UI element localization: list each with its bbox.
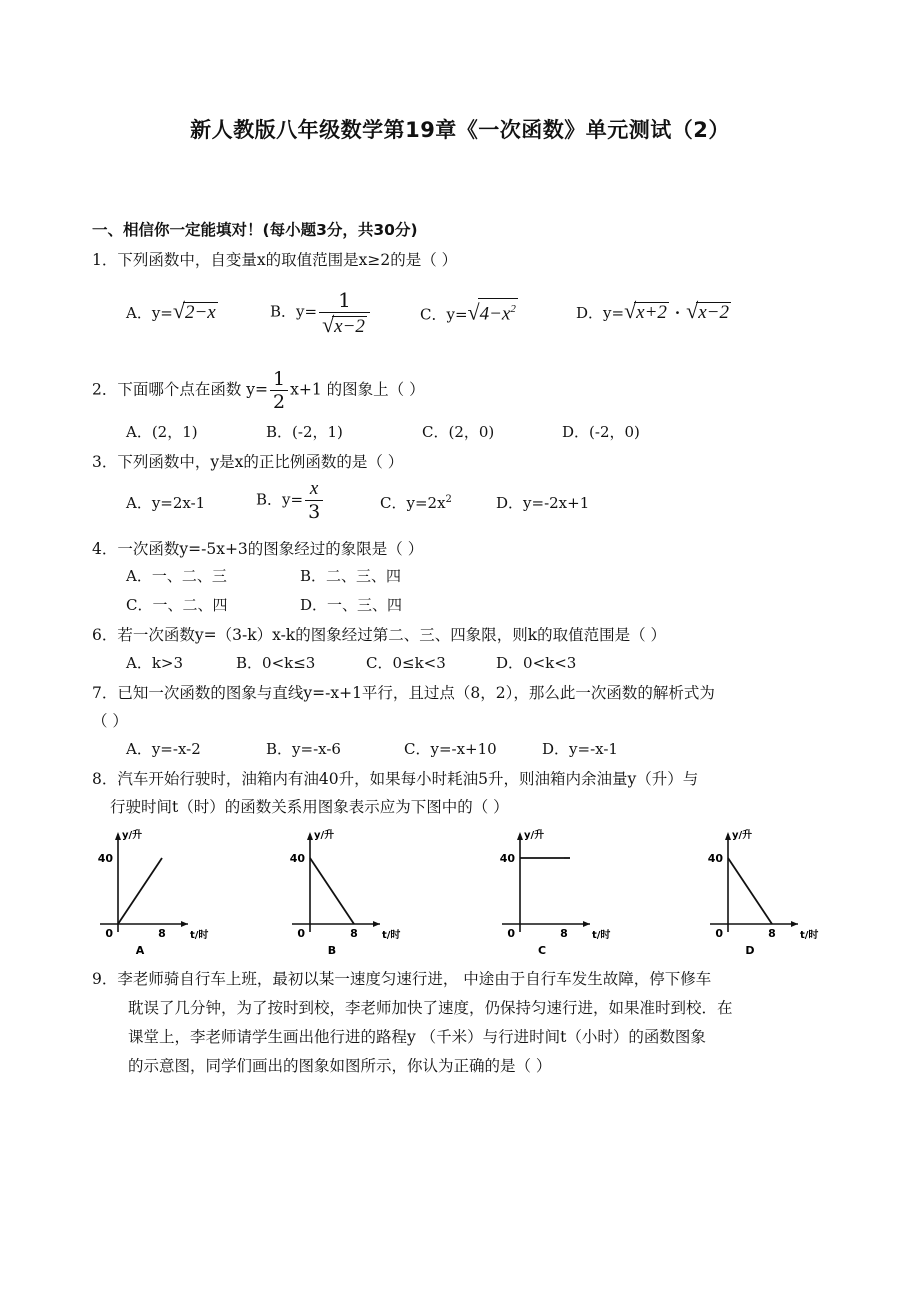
q1-d-radicand-2: x−2 [698,302,729,323]
q1-c-exponent: 2 [510,303,516,315]
q1-b-fraction [319,288,370,337]
y-axis-arrow-icon [115,832,121,840]
q1-option-a [126,298,218,324]
origin-label: 0 [105,927,113,940]
x-tick-label: 8 [768,927,776,940]
q1-d-prefix: D．y= [576,304,625,322]
x-axis-arrow-icon [373,921,380,927]
graph-a [98,828,209,957]
question-6-stem: 6．若一次函数y=（3-k）x-k的图象经过第二、三、四象限，则k的取值范围是（ ） [92,626,667,644]
q1-option-c [420,298,518,325]
q1-b-numerator: 1 [319,288,370,313]
sqrt-sign-icon: √ [686,298,699,323]
q6-option-d: D．0<k<3 [496,654,577,672]
graph-option-label: B [327,944,337,957]
q1-d-radicand-1: x+2 [636,302,667,323]
q3-c-text: C．y=2x [380,494,446,512]
q1-d-dot: · [674,304,681,322]
q1-a-prefix: A．y= [126,304,173,322]
y-tick-label: 40 [707,852,723,865]
q6-option-c: C．0≤k<3 [366,654,446,672]
q2-stem-pre: 2．下面哪个点在函数 y= [92,380,269,399]
y-axis-label: y/升 [732,830,753,841]
y-axis-arrow-icon [517,832,523,840]
q3-option-a: A．y=2x-1 [126,494,206,512]
q1-c-radicand-wrap [478,298,518,324]
sqrt-sign-icon: √ [172,298,185,323]
x-axis-label: t/时 [190,930,209,941]
graph-option-label: A [135,944,145,957]
q2-option-d: D．(-2，0) [562,423,640,441]
graph-option-label: D [745,944,755,957]
q4-option-d: D．一、三、四 [300,596,403,614]
x-axis-arrow-icon [583,921,590,927]
q3-option-c [380,492,452,513]
question-7-stem-2: （ ） [92,712,128,730]
q7-option-a: A．y=-x-2 [126,740,201,758]
origin-label: 0 [507,927,515,940]
page-title: 新人教版八年级数学第19章《一次函数》单元测试（2） [190,118,730,142]
series-line [310,858,354,924]
question-8-stem-2: 行驶时间t（时）的函数关系用图象表示应为下图中的（ ） [110,798,509,816]
y-tick-label: 40 [289,852,305,865]
q2-option-b: B．(-2，1) [266,423,343,441]
origin-label: 0 [297,927,305,940]
sqrt-sign-icon: √ [322,312,335,337]
question-1-stem: 1．下列函数中，自变量x的取值范围是x≥2的是（ ） [92,251,458,269]
q2-frac-num: 1 [270,368,288,391]
y-axis-label: y/升 [122,830,143,841]
section-heading: 一、相信你一定能填对！(每小题3分，共30分) [92,221,418,239]
y-axis-label: y/升 [314,830,335,841]
sqrt-sign-icon: √ [467,299,480,325]
q2-frac-den: 2 [273,391,286,413]
q2-option-c: C．(2，0) [422,423,495,441]
y-axis-label: y/升 [524,830,545,841]
q3-c-exponent: 2 [445,494,452,505]
x-axis-label: t/时 [382,930,401,941]
q2-fraction [270,368,288,413]
question-4-stem: 4．一次函数y=-5x+3的图象经过的象限是（ ） [92,540,424,558]
y-tick-label: 40 [499,852,515,865]
q3-b-num: x [305,478,323,501]
y-axis-arrow-icon [725,832,731,840]
q8-graphs [0,820,920,960]
x-axis-arrow-icon [181,921,188,927]
question-3-stem: 3．下列函数中，y是x的正比例函数的是（ ） [92,453,404,471]
q4-option-b: B．二、三、四 [300,567,402,585]
x-tick-label: 8 [158,927,166,940]
graph-option-label: C [537,944,547,957]
q4-option-c: C．一、二、四 [126,596,228,614]
x-axis-label: t/时 [800,930,819,941]
y-tick-label: 40 [97,852,113,865]
q7-option-c: C．y=-x+10 [404,740,497,758]
q1-b-radicand: x−2 [334,316,365,337]
q6-option-a: A．k>3 [126,654,184,672]
question-7-stem: 7．已知一次函数的图象与直线y=-x+1平行，且过点（8，2），那么此一次函数的解析式为 [92,684,715,702]
q1-c-radicand: 4−x [479,303,511,325]
q1-b-prefix: B．y= [270,302,318,321]
y-axis-arrow-icon [307,832,313,840]
graph-d [708,828,819,957]
q3-option-d: D．y=-2x+1 [496,494,590,512]
question-9-line-1: 9．李老师骑自行车上班，最初以某一速度匀速行进， 中途由于自行车发生故障，停下修车 [92,970,712,988]
sqrt-sign-icon: √ [624,298,637,323]
q7-option-d: D．y=-x-1 [542,740,618,758]
question-9-line-4: 的示意图，同学们画出的图象如图所示，你认为正确的是（ ） [128,1057,552,1075]
x-axis-arrow-icon [791,921,798,927]
q1-option-d [576,298,731,324]
graph-c [500,828,611,957]
q2-stem-post: x+1 的图象上（ ） [290,380,425,399]
q6-option-b: B．0<k≤3 [236,654,316,672]
q2-option-a: A．(2，1) [126,423,198,441]
series-line [118,858,162,924]
q3-b-prefix: B．y= [256,490,304,509]
q1-c-prefix: C．y= [420,305,468,324]
question-9-line-3: 课堂上，李老师请学生画出他行进的路程y （千米）与行进时间t（小时）的函数图象 [128,1028,706,1046]
x-tick-label: 8 [350,927,358,940]
series-line [728,858,772,924]
origin-label: 0 [715,927,723,940]
question-2-stem [92,368,425,413]
question-9-line-2: 耽误了几分钟，为了按时到校，李老师加快了速度，仍保持匀速行进，如果准时到校．在 [128,999,733,1017]
x-axis-label: t/时 [592,930,611,941]
q3-option-b [256,478,325,523]
q4-option-a: A．一、二、三 [126,567,227,585]
q3-b-fraction [305,478,323,523]
question-8-stem: 8．汽车开始行驶时，油箱内有油40升，如果每小时耗油5升，则油箱内余油量y（升）与 [92,770,699,788]
q7-option-b: B．y=-x-6 [266,740,341,758]
q1-a-radicand: 2−x [184,302,216,323]
graph-b [290,828,401,957]
x-tick-label: 8 [560,927,568,940]
q3-b-den: 3 [308,501,321,523]
q1-option-b [270,288,372,337]
